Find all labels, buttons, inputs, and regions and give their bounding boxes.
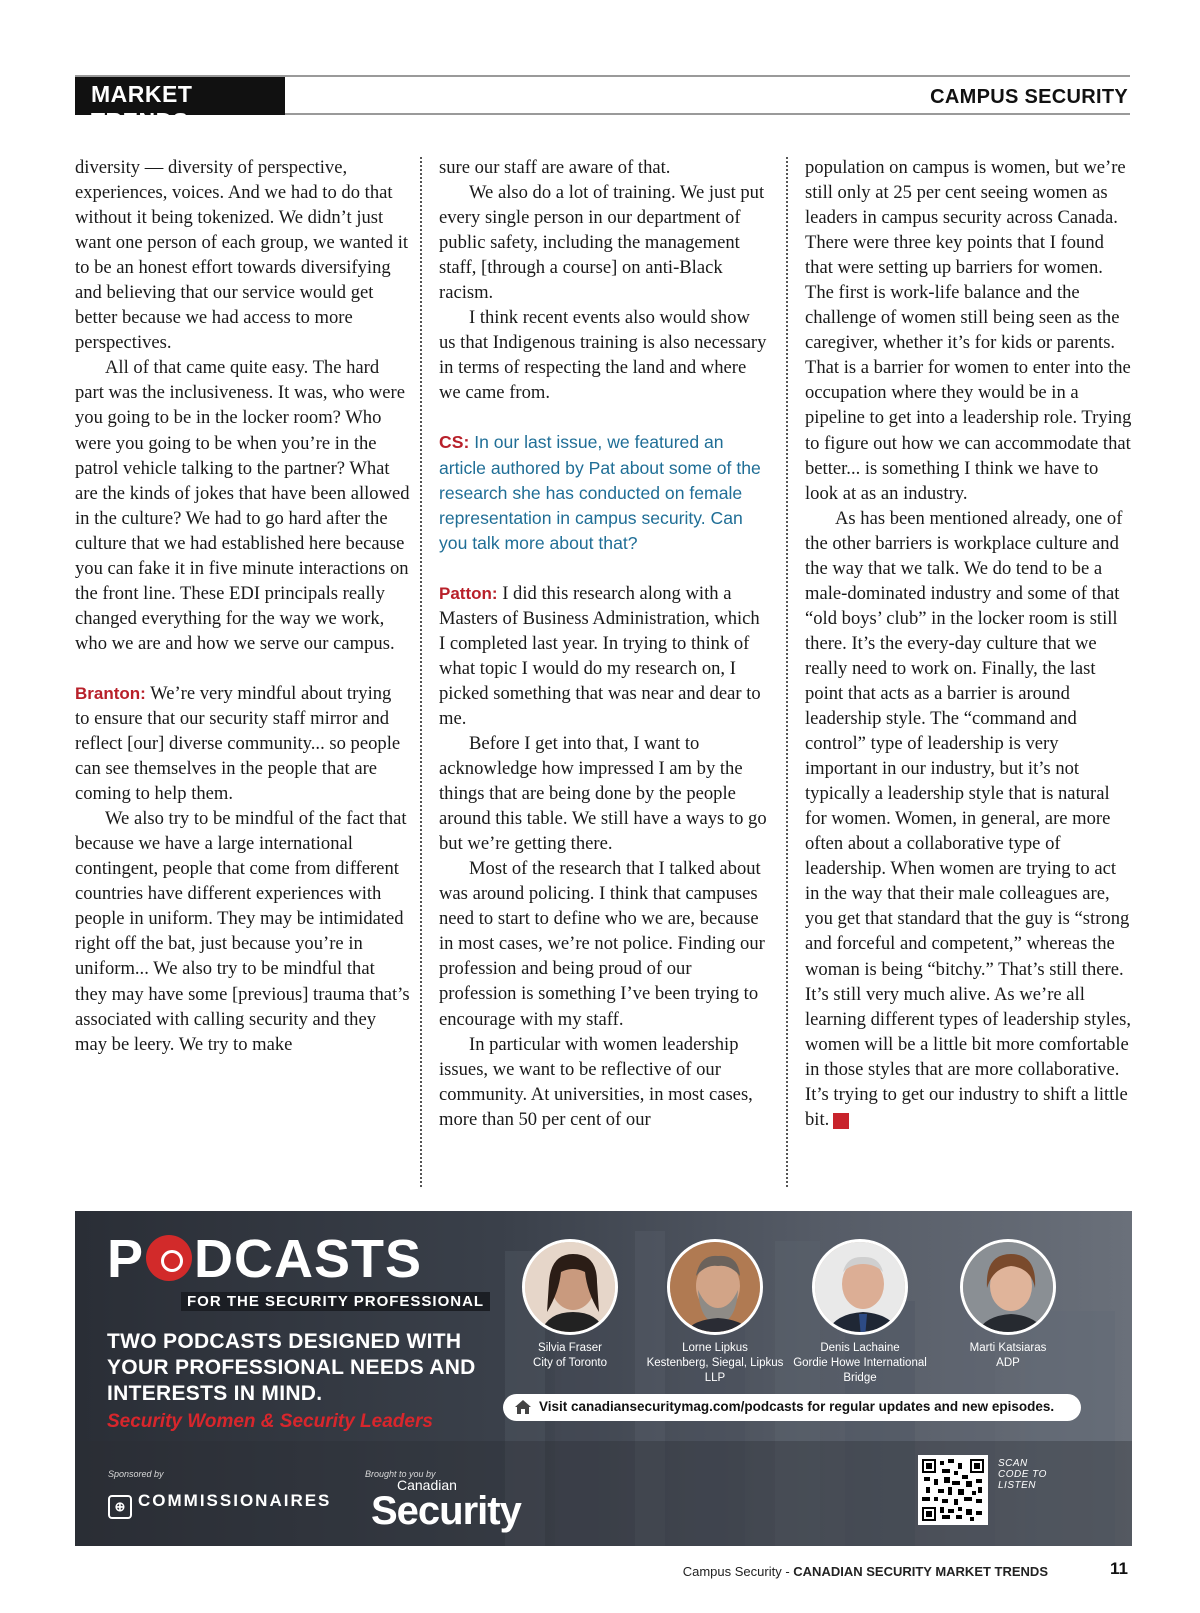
host-photo — [960, 1239, 1056, 1335]
host-name: Marti Katsiaras — [969, 1342, 1047, 1354]
commissionaires-icon: ⊕ — [108, 1495, 132, 1519]
host-name: Silvia Fraser — [538, 1342, 602, 1354]
scan-code-label: SCAN CODE TO LISTEN — [998, 1458, 1047, 1491]
paragraph-text: We’re very mindful about trying to ensure that our security staff mirror and reflect [our] diverse community... so people can see themselves in the people that are coming to help them. — [75, 682, 401, 805]
host-photo — [667, 1239, 763, 1335]
host-card — [640, 1239, 790, 1386]
podcast-ad-banner[interactable] — [75, 1211, 1132, 1546]
interview-question — [439, 430, 769, 555]
paragraph-text: I did this research along with a Masters of Business Administration, which I completed last year. In trying to think of what topic I would do my research on, I picked something that was near and dear to me. — [439, 582, 761, 729]
header-rule-bottom — [285, 113, 1130, 115]
speaker-label: Branton: — [75, 683, 146, 703]
article-column-3 — [805, 155, 1135, 1188]
question-speaker: CS: — [439, 432, 470, 453]
paragraph: All of that came quite easy. The hard part was the inclusiveness. It was, who were you going to be in the locker room? Who were you going to be when you’re in the patrol vehicle talking to the partner? What are the kinds of jokes that have been allowed in the culture? We had to go hard after the culture that we had established here because you can fake it in five minute interactions on the front line. These EDI principals really changed everything for the way we work, who we are and how we serve our campus. — [75, 357, 410, 654]
paragraph-text: As has been mentioned already, one of the other barriers is workplace culture and the way that we talk. We do tend to be a male-dominated industry and some of that “old boys’ club” in the locker room is still there. It’s the every-day culture that we really need to work on. Finally, the last point that acts as a barrier is around leadership style. The “command and control” type of leadership is very important in our industry, but it’s not typically a leadership style that is natural for women. Women, in general, are more often about a collaborative type of leadership. When women are trying to act in the way that their male colleagues are, you get that standard that the guy is “strong and forceful and competent,” whereas the woman is being “bitchy.” That’s still there. It’s still very much alive. As we’re all learning different types of leadership styles, women will be a little bit more comfortable in those styles that are more collaborative. It’s trying to get our industry to shift a little bit. — [805, 507, 1131, 1130]
host-org: Gordie Howe International Bridge — [793, 1357, 927, 1384]
host-photo — [812, 1239, 908, 1335]
home-icon — [514, 1399, 532, 1415]
podcast-url-bar[interactable] — [503, 1394, 1081, 1421]
ad-headline: TWO PODCASTS DESIGNED WITH YOUR PROFESSIONAL NEEDS AND INTERESTS IN MIND. — [107, 1330, 476, 1405]
qr-code[interactable] — [918, 1455, 988, 1525]
end-mark-icon: CS — [833, 1113, 849, 1129]
host-name: Denis Lachaine — [820, 1342, 900, 1354]
podcast-url-text[interactable]: Visit canadiansecuritymag.com/podcasts for regular updates and new episodes. — [539, 1399, 1055, 1414]
column-separator — [786, 157, 788, 1187]
column-separator — [420, 157, 422, 1187]
page-footer: Campus Security - CANADIAN SECURITY MARKET TRENDS — [682, 1564, 1048, 1579]
paragraph: diversity — diversity of perspective, experiences, voices. And we had to do that without it being tokenized. We didn’t just want one person of each group, we wanted it to be an honest effort towards diversifying and believing that our service would get better because we had access to more perspectives. — [75, 157, 409, 354]
host-org: City of Toronto — [533, 1357, 607, 1369]
microphone-icon — [146, 1235, 192, 1281]
host-card — [933, 1239, 1083, 1371]
paragraph — [75, 681, 410, 806]
paragraph: In particular with women leadership issues, we want to be reflective of our community. At universities, in most cases, more than 50 per cent of our — [439, 1033, 753, 1130]
paragraph: Most of the research that I talked about was around policing. I think that campuses need to start to define who we are, because in most cases, we’re not police. Finding our profession and being proud of our profession is something I’ve been trying to encourage with my staff. — [439, 858, 765, 1030]
paragraph: Before I get into that, I want to acknowledge how impressed I am by the things that are being done by the people around this table. We still have a ways to go but we’re getting there. — [439, 732, 767, 855]
podcasts-logo: P DCASTS — [107, 1229, 423, 1289]
article-column-1 — [75, 155, 410, 1188]
host-org: ADP — [996, 1357, 1020, 1369]
host-photo — [522, 1239, 618, 1335]
paragraph — [805, 506, 1135, 1132]
host-card — [495, 1239, 645, 1371]
article-column-2 — [439, 155, 769, 1188]
host-name: Lorne Lipkus — [682, 1342, 748, 1354]
page-number: 11 — [1110, 1559, 1128, 1578]
sponsor-logo: ⊕ COMMISSIONAIRES — [108, 1491, 331, 1519]
host-org: Kestenberg, Siegal, Lipkus LLP — [646, 1357, 784, 1384]
paragraph: sure our staff are aware of that. — [439, 157, 671, 178]
question-text: In our last issue, we featured an article authored by Pat about some of the research she has conducted on female representation in campus security. Can you talk more about that? — [439, 432, 761, 553]
speaker-label: Patton: — [439, 583, 498, 603]
paragraph: population on campus is women, but we’re still only at 25 per cent seeing women as leaders in campus security across Canada. There were three key points that I found that were setting up barriers for women. The first is work-life balance and the challenge of women still being seen as the caregiver, whether it’s for kids or parents. That is a barrier for women to enter into the occupation where they would be in a pipeline to get into a leadership role. Trying to figure out how we can accommodate that better... is something I think we have to look at as an industry. — [805, 157, 1132, 504]
podcast-subtitle: FOR THE SECURITY PROFESSIONAL — [181, 1292, 490, 1311]
section-label: MARKET TRENDS — [75, 77, 285, 115]
sponsored-by-label: Sponsored by — [108, 1469, 164, 1479]
ad-tagline: Security Women & Security Leaders — [107, 1411, 433, 1432]
canadian-security-logo: Canadian Security — [371, 1477, 521, 1533]
paragraph — [439, 581, 769, 731]
paragraph: We also do a lot of training. We just put every single person in our department of public safety, including the management staff, [through a course] on anti-Black racism. — [439, 182, 765, 304]
host-card — [785, 1239, 935, 1386]
paragraph: I think recent events also would show us that Indigenous training is also necessary in terms of respecting the land and where we came from. — [439, 307, 767, 404]
section-title-right: CAMPUS SECURITY — [930, 86, 1128, 108]
brought-by-label: Brought to you by — [365, 1469, 436, 1479]
paragraph: We also try to be mindful of the fact that because we have a large international contingent, people that come from different countries have different experiences with people in uniform. They may be intimidated right off the bat, just because you’re in uniform... We also try to be mindful that they may have some [previous] trauma that’s associated with calling security and they may be leery. We try to make — [75, 808, 410, 1055]
